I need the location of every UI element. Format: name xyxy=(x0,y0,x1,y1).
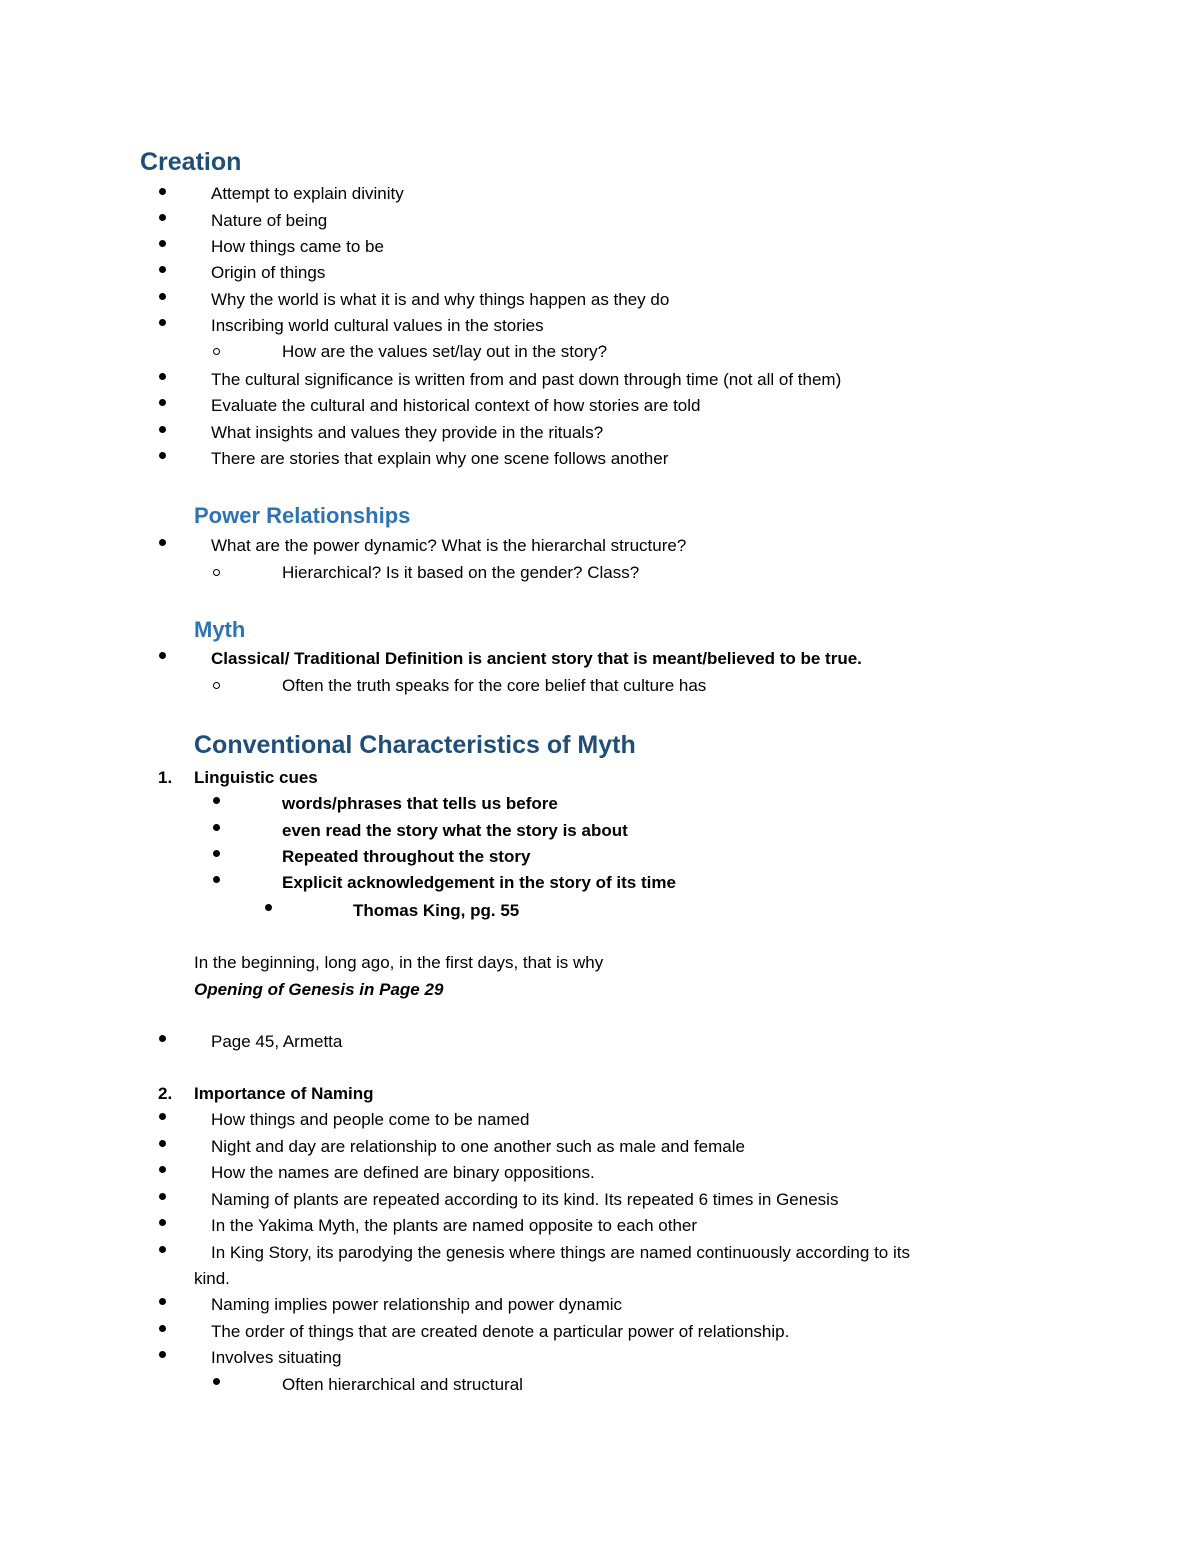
bullet xyxy=(159,1035,166,1042)
bullet xyxy=(159,1140,166,1147)
sub-list-item: Often the truth speaks for the core belief that culture has xyxy=(282,676,707,695)
bullet xyxy=(213,797,220,804)
bullet xyxy=(213,850,220,857)
bullet xyxy=(159,214,166,221)
bullet xyxy=(159,188,166,195)
bullet xyxy=(159,1298,166,1305)
section-title: Linguistic cues xyxy=(194,768,318,787)
bullet xyxy=(159,266,166,273)
list-item: Nature of being xyxy=(211,211,328,230)
list-item: Naming of plants are repeated according to its kind. Its repeated 6 times in Genesis xyxy=(211,1190,839,1209)
bullet xyxy=(159,1219,166,1226)
sub-bullet xyxy=(213,682,220,689)
list-item: How the names are defined are binary oppositions. xyxy=(211,1163,595,1182)
bullet xyxy=(159,399,166,406)
section-number: 2. xyxy=(158,1084,173,1103)
bullet xyxy=(213,876,220,883)
list-item: Origin of things xyxy=(211,263,326,282)
list-item-continuation: kind. xyxy=(194,1269,230,1288)
bullet xyxy=(159,452,166,459)
bullet xyxy=(159,1325,166,1332)
list-item: Classical/ Traditional Definition is ancient story that is meant/believed to be true. xyxy=(211,649,862,668)
list-item: The order of things that are created denote a particular power of relationship. xyxy=(211,1322,790,1341)
sub-bullet xyxy=(213,569,220,576)
list-item: Explicit acknowledgement in the story of its time xyxy=(282,873,676,892)
list-item: Night and day are relationship to one another such as male and female xyxy=(211,1137,745,1156)
list-item: words/phrases that tells us before xyxy=(282,794,558,813)
sub-bullet xyxy=(213,348,220,355)
list-item: Evaluate the cultural and historical context of how stories are told xyxy=(211,396,701,415)
list-item: Attempt to explain divinity xyxy=(211,184,404,203)
bullet xyxy=(159,1166,166,1173)
bullet xyxy=(159,1246,166,1253)
list-item: Inscribing world cultural values in the stories xyxy=(211,316,544,335)
bullet xyxy=(159,652,166,659)
list-item: Why the world is what it is and why things happen as they do xyxy=(211,290,670,309)
list-item: What are the power dynamic? What is the hierarchal structure? xyxy=(211,536,687,555)
bullet xyxy=(159,1113,166,1120)
list-item: In the Yakima Myth, the plants are named opposite to each other xyxy=(211,1216,698,1235)
sub-list-item: Often hierarchical and structural xyxy=(282,1375,523,1394)
sub-list-item: Hierarchical? Is it based on the gender? Class? xyxy=(282,563,640,582)
list-item: How things and people come to be named xyxy=(211,1110,530,1129)
bullet xyxy=(213,824,220,831)
list-item: Naming implies power relationship and power dynamic xyxy=(211,1295,623,1314)
bullet xyxy=(159,373,166,380)
list-item: Involves situating xyxy=(211,1348,342,1367)
heading-myth: Myth xyxy=(194,617,246,642)
list-item: Page 45, Armetta xyxy=(211,1032,343,1051)
section-title: Importance of Naming xyxy=(194,1084,374,1103)
bullet xyxy=(159,1351,166,1358)
bullet xyxy=(159,240,166,247)
section-number: 1. xyxy=(158,768,173,787)
bullet xyxy=(265,904,272,911)
bullet xyxy=(159,293,166,300)
example-line: In the beginning, long ago, in the first days, that is why xyxy=(194,953,604,972)
list-item: How things came to be xyxy=(211,237,384,256)
bullet xyxy=(159,426,166,433)
list-item: What insights and values they provide in the rituals? xyxy=(211,423,604,442)
sub-list-item: Thomas King, pg. 55 xyxy=(353,901,520,920)
list-item: In King Story, its parodying the genesis where things are named continuously according to its xyxy=(211,1243,910,1262)
list-item: The cultural significance is written from and past down through time (not all of them) xyxy=(211,370,842,389)
bullet xyxy=(159,1193,166,1200)
list-item: Repeated throughout the story xyxy=(282,847,531,866)
heading-conventional-characteristics: Conventional Characteristics of Myth xyxy=(194,731,636,759)
bullet xyxy=(159,319,166,326)
bullet xyxy=(159,539,166,546)
list-item: There are stories that explain why one scene follows another xyxy=(211,449,669,468)
example-reference: Opening of Genesis in Page 29 xyxy=(194,980,444,999)
sub-list-item: How are the values set/lay out in the story? xyxy=(282,342,608,361)
heading-power-relationships: Power Relationships xyxy=(194,503,411,528)
list-item: even read the story what the story is about xyxy=(282,821,628,840)
heading-creation: Creation xyxy=(140,148,242,176)
bullet xyxy=(213,1378,220,1385)
